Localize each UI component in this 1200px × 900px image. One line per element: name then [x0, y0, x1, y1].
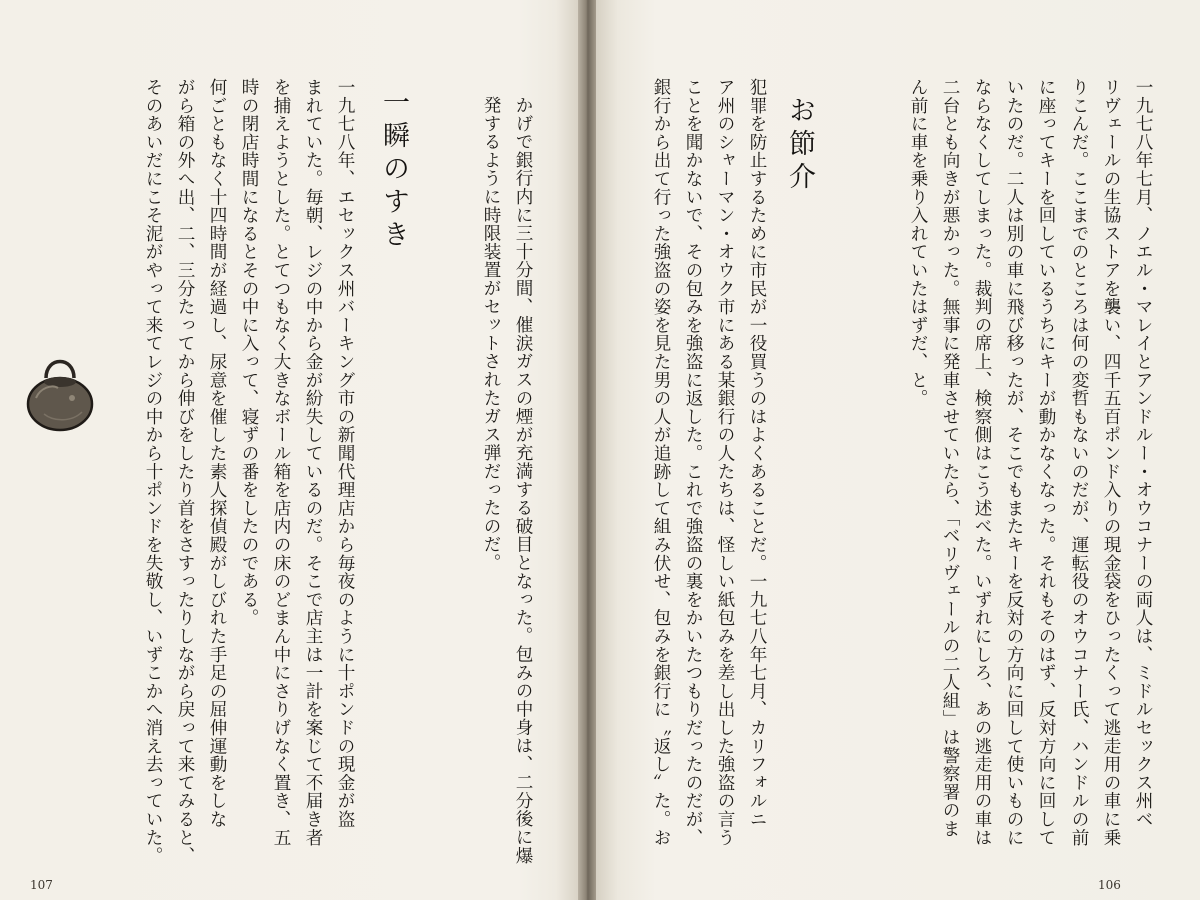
text-column: りこんだ。ここまでのところは何の変哲もないのだが、運転役のオウコナー氏、ハンドルの前 — [1069, 78, 1089, 847]
page-number-106: 106 — [1098, 878, 1121, 892]
text-column: に座ってキーを回しているうちにキーが動かなくなった。それもそのはず、反対方向に回して — [1036, 78, 1056, 847]
text-column: 銀行から出て行った強盗の姿を見た男の人が追跡して組み伏せ、包みを銀行に〝返し〟た。お — [651, 78, 671, 847]
text-column: ことを聞かないで、その包みを強盗に返した。これで強盗の裏をかいたつもりだったのだが、 — [683, 78, 703, 847]
text-column: 二台とも向きが悪かった。無事に発車させていたら、「ベリヴェールの二人組」は警察署のま — [940, 78, 960, 838]
heading-isshun-no-suki: 一瞬のすき — [378, 88, 409, 253]
text-column: いたのだ。二人は別の車に飛び移ったが、そこでもまたキーを反対の方向に回して使いものに — [1004, 78, 1024, 847]
kettle-illustration — [24, 348, 96, 432]
text-column: を捕えようとした。とてつもなく大きなボール箱を店内の床のどまん中にさりげなく置き、五 — [271, 78, 291, 847]
text-column: リヴェールの生協ストアを襲い、四千五百ポンド入りの現金袋をひったくって逃走用の車に乗 — [1101, 78, 1121, 847]
book-gutter — [578, 0, 596, 900]
text-column: がら箱の外へ出、二、三分たってから伸びをしたり首をさすったりしながら戻って来てみると、 — [175, 78, 195, 865]
text-column: 一九七八年、エセックス州バーキング市の新聞代理店から毎夜のように十ポンドの現金が盗 — [335, 78, 355, 829]
text-column: 時の閉店時間になるとその中に入って、寝ずの番をしたのである。 — [239, 78, 259, 627]
text-column: かげで銀行内に三十分間、催涙ガスの煙が充満する破目となった。包みの中身は、二分後に爆 — [513, 96, 533, 865]
text-column: 発するように時限装置がセットされたガス弾だったのだ。 — [481, 96, 501, 572]
text-column: そのあいだにこそ泥がやって来てレジの中から十ポンドを失敬し、いずこかへ消え去っていた。 — [143, 78, 163, 865]
text-column: 一九七八年七月、ノエル・マレイとアンドルー・オウコナーの両人は、ミドルセックス州ベ — [1133, 78, 1153, 829]
heading-osekkai: お節介 — [784, 96, 815, 195]
text-column: ア州のシャーマン・オウク市にある某銀行の人たちは、怪しい紙包みを差し出した強盗の言う — [715, 78, 735, 847]
text-column: ならなくしてしまった。裁判の席上、検察側はこう述べた。いずれにしろ、あの逃走用の車は — [972, 78, 992, 847]
text-column: まれていた。毎朝、レジの中から金が紛失しているのだ。そこで店主は一計を案じて不届き者 — [303, 78, 323, 847]
text-column: ん前に車を乗り入れていたはずだ、と。 — [908, 78, 928, 408]
text-column: 何ごともなく十四時間が経過し、尿意を催した素人探偵殿がしびれた手足の屈伸運動をしな — [207, 78, 227, 829]
page-number-107: 107 — [30, 878, 53, 892]
text-column: 犯罪を防止するために市民が一役買うのはよくあることだ。一九七八年七月、カリフォルニ — [747, 78, 767, 829]
